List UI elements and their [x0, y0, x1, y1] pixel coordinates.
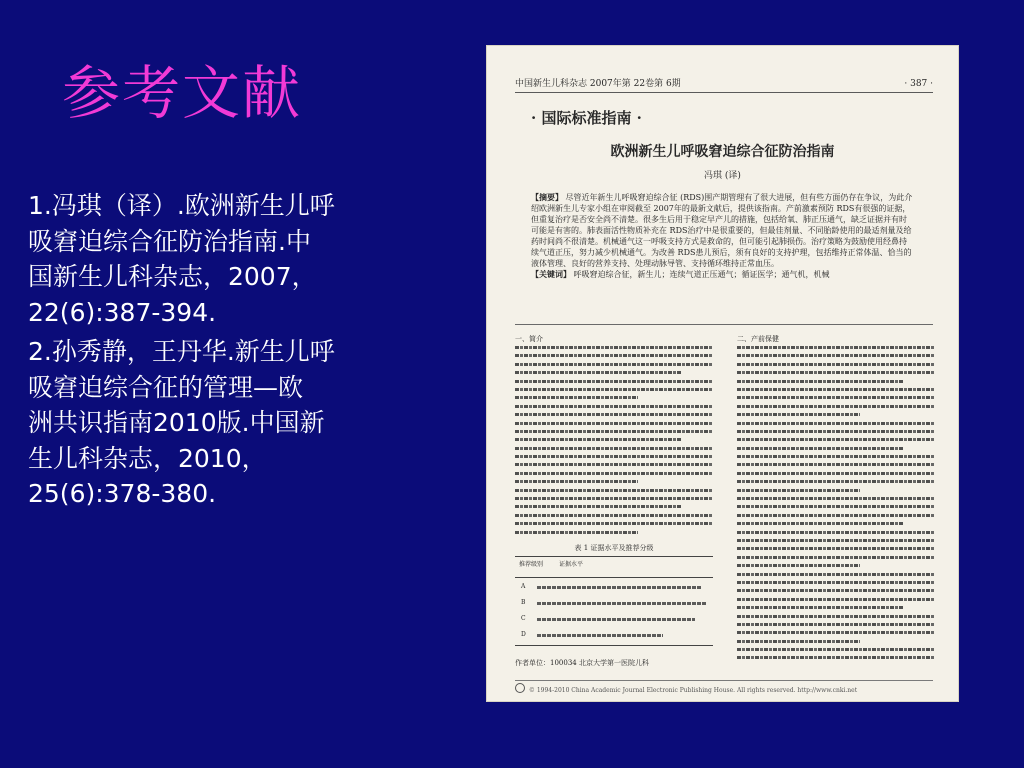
reference-2-line-4: 生儿科杂志，2010， [28, 443, 267, 473]
article-scan-image [487, 46, 958, 701]
text-line [737, 413, 860, 416]
journal-header [515, 78, 933, 93]
abstract-text: 尽管近年新生儿呼吸窘迫综合征 (RDS)围产期管理有了很大进展，但有些方面仍存在争议，为此介绍欧洲新生儿专家小组在审阅截至 2007年的最新文献后，提供该指南。产前激素预防 RDS有很强的证据，但重复治疗是否安全尚不清楚。很多生后用于稳定早产儿的措施，包括给氧、肺正压通气，缺乏证据并有时可能是有害的。肺表面活性物质补充在 RDS治疗中是很重要的，但最佳剂量、不同胎龄使用的最适剂量及给药时间尚不很清楚。机械通气这一呼吸支持方式是救命的，但可能引起肺损伤。治疗策略为鼓励使用经鼻持续气道正压，努力减少机械通气。为改善 RDS患儿预后，须有良好的支持护理，包括维持正常体温、恰当的液体管理、良好的营养支持、处理动脉导管、支持循环维持正常血压。 [531, 193, 913, 268]
table-header-evidence: 证据水平 [559, 561, 584, 568]
article-title: 欧洲新生儿呼吸窘迫综合征防治指南 [610, 144, 835, 160]
keywords-text: 呼吸窘迫综合征，新生儿；连续气道正压通气；循证医学；通气机，机械 [573, 270, 830, 279]
text-line [737, 497, 935, 500]
text-line [737, 656, 935, 659]
text-line [737, 371, 935, 374]
copyright-footer [515, 680, 933, 695]
text-line [737, 505, 935, 508]
text-line [515, 489, 713, 492]
text-line [737, 556, 935, 559]
table-row-text [537, 586, 701, 589]
text-line [515, 363, 713, 366]
reference-1-line-1: 1.冯琪（译）.欧洲新生儿呼 [28, 191, 335, 220]
text-line [515, 463, 713, 466]
text-line [737, 598, 935, 601]
text-line [515, 371, 681, 374]
text-line [515, 430, 713, 433]
table-grade: B [521, 599, 526, 606]
article-column-left [515, 334, 713, 539]
column-heading: 二、产前保健 [737, 335, 779, 343]
text-line [737, 405, 935, 408]
text-line [737, 589, 935, 592]
text-line [515, 472, 713, 475]
text-line [515, 388, 713, 391]
text-line [515, 455, 713, 458]
text-line [515, 422, 713, 425]
article-column-right [737, 334, 935, 665]
text-line [515, 480, 638, 483]
text-line [737, 623, 935, 626]
text-line [737, 564, 860, 567]
text-line [515, 405, 713, 408]
reference-1-line-2: 吸窘迫综合征防治指南.中 [28, 226, 311, 256]
journal-issue: 中国新生儿科杂志 2007年第 22卷第 6期 [515, 79, 681, 89]
reference-2-line-3: 洲共识指南2010版.中国新 [28, 408, 325, 437]
table-row [515, 629, 713, 641]
reference-2-line-5: 25(6):378-380. [28, 479, 217, 508]
table-row-text [537, 618, 695, 621]
table-row [515, 613, 713, 625]
author-affiliation: 作者单位：100034 北京大学第一医院儿科 [515, 659, 649, 667]
reference-1-line-3: 国新生儿科杂志，2007， [28, 262, 317, 291]
reference-2-line-1: 2.孙秀静，王丹华.新生儿呼 [28, 337, 335, 366]
table-header-grade: 推荐级别 [519, 561, 544, 568]
evidence-table-title: 表 1 证据水平及推荐分级 [574, 544, 654, 552]
text-line [737, 547, 935, 550]
text-line [737, 463, 935, 466]
slide-title: 参考文献 [62, 59, 303, 127]
reference-2-line-2: 吸窘迫综合征的管理—欧 [28, 372, 304, 402]
text-line [515, 522, 713, 525]
table-grade: C [521, 615, 526, 622]
page-number: · 387 · [904, 79, 933, 89]
text-line [737, 346, 935, 349]
text-line [737, 388, 935, 391]
text-line [515, 413, 713, 416]
text-line [737, 539, 935, 542]
copyright-text: © 1994-2010 China Academic Journal Electronic Publishing House. All rights reserved. http://www.cnki.net [528, 687, 858, 694]
text-line [515, 354, 713, 357]
text-line [737, 380, 903, 383]
text-line [515, 497, 713, 500]
table-row [515, 581, 713, 593]
text-line [737, 522, 903, 525]
abstract [531, 192, 913, 280]
text-line [515, 531, 638, 534]
text-line [737, 489, 860, 492]
table-row-text [537, 634, 663, 637]
section-label: · 国际标准指南 · [531, 109, 642, 127]
text-line [515, 396, 638, 399]
table-grade: A [521, 583, 526, 590]
text-line [737, 396, 935, 399]
reference-list [28, 188, 473, 516]
divider [515, 324, 933, 325]
text-line [737, 648, 935, 651]
keywords-label: 【关键词】 [531, 269, 571, 279]
text-line [515, 505, 681, 508]
text-line [737, 480, 935, 483]
text-line [737, 573, 935, 576]
table-grade: D [521, 631, 526, 638]
abstract-label: 【摘要】 [531, 192, 563, 202]
text-line [737, 422, 935, 425]
text-line [737, 447, 903, 450]
text-line [737, 472, 935, 475]
evidence-table-header [515, 559, 713, 578]
text-line [737, 631, 935, 634]
column-heading: 一、简介 [515, 335, 543, 343]
text-line [515, 447, 713, 450]
reference-item-1 [28, 188, 473, 330]
text-line [737, 581, 935, 584]
reference-1-line-4: 22(6):387-394. [28, 297, 217, 327]
text-line [515, 346, 713, 349]
text-line [737, 430, 935, 433]
text-line [737, 455, 935, 458]
copyright-icon [515, 683, 525, 693]
evidence-table [515, 556, 713, 646]
article-author: 冯琪 (译) [704, 171, 741, 181]
table-row [515, 597, 713, 609]
text-line [737, 363, 935, 366]
text-line [737, 438, 935, 441]
text-line [737, 606, 903, 609]
text-line [737, 514, 935, 517]
text-line [737, 640, 860, 643]
text-line [737, 615, 935, 618]
text-line [515, 438, 681, 441]
table-row-text [537, 602, 707, 605]
text-line [515, 514, 713, 517]
reference-item-2 [28, 334, 473, 512]
text-line [737, 531, 935, 534]
text-line [737, 354, 935, 357]
text-line [515, 380, 713, 383]
